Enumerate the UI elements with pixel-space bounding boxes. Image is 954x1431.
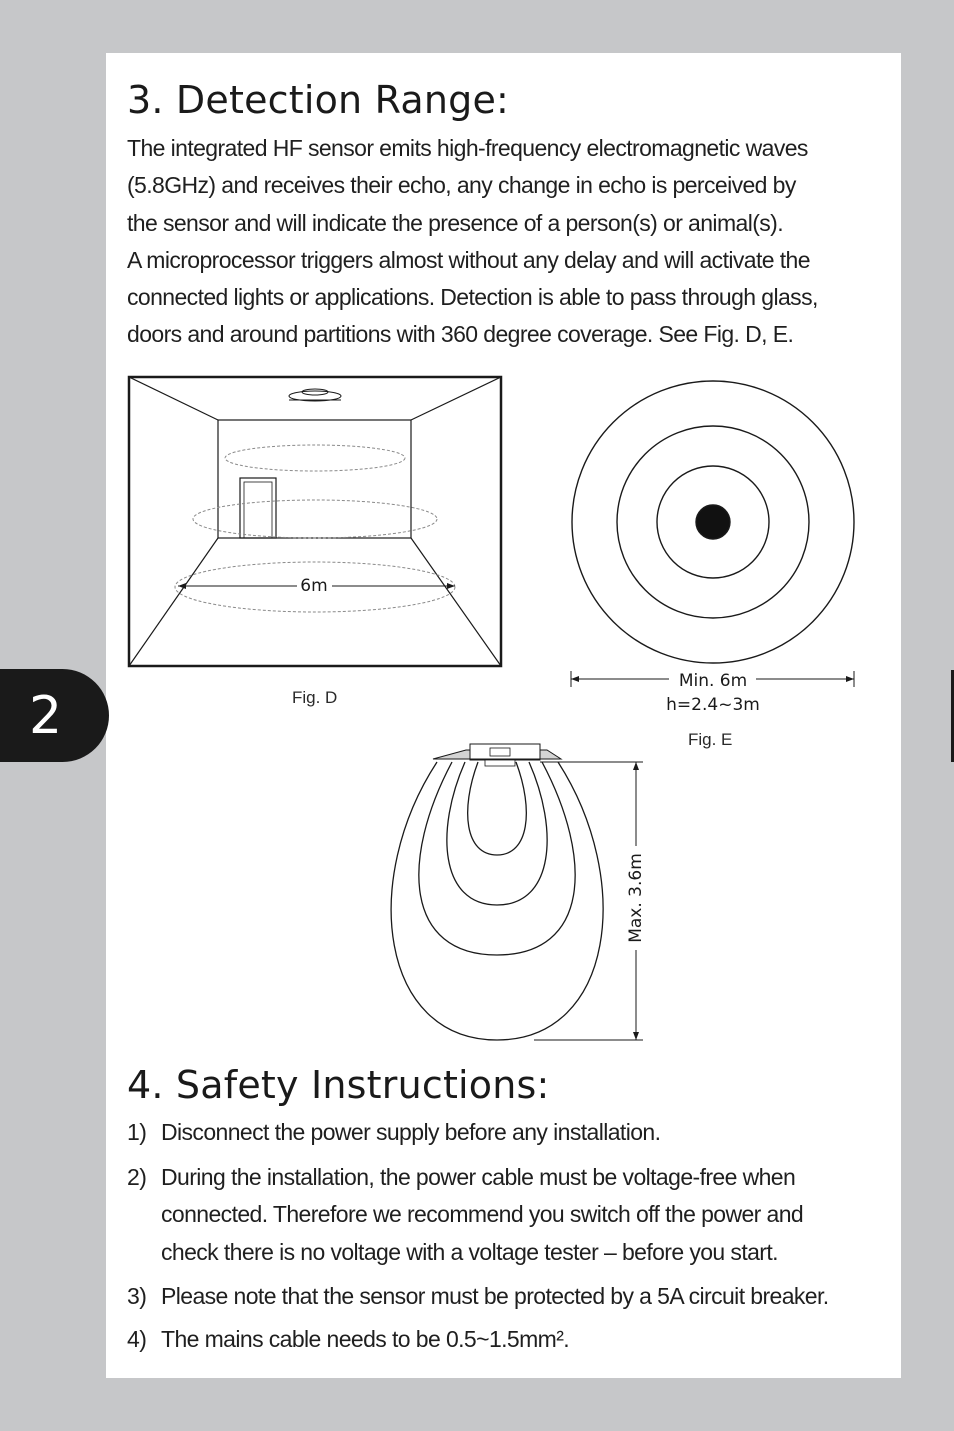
list-line: The mains cable needs to be 0.5~1.5mm².	[161, 1326, 570, 1352]
fig-e-min-label: Min. 6m	[678, 671, 748, 691]
fig-d-width-label: 6m	[300, 576, 328, 596]
page-number: 2	[28, 685, 63, 746]
fig-d-room-diagram	[129, 377, 501, 666]
list-line: Please note that the sensor must be protected by a 5A circuit breaker.	[161, 1283, 829, 1309]
paragraph-line: the sensor and will indicate the presence of a person(s) or animal(s).	[127, 209, 784, 236]
list-number: 3)	[127, 1283, 147, 1309]
ceiling-sensor-icon	[289, 389, 341, 401]
paragraph-line: doors and around partitions with 360 degree coverage. See Fig. D, E.	[127, 321, 794, 348]
fig-e-height-label: h=2.4~3m	[666, 695, 760, 715]
list-number: 4)	[127, 1326, 147, 1352]
fig-e-coverage-diagram	[571, 381, 854, 687]
paragraph-line: The integrated HF sensor emits high-frequency electromagnetic waves	[127, 135, 808, 161]
fig-d-caption: Fig. D	[292, 688, 338, 707]
list-number: 2)	[127, 1164, 147, 1190]
fig-e-caption: Fig. E	[688, 730, 733, 749]
list-line: connected. Therefore we recommend you switch off the power and	[161, 1201, 804, 1228]
safety-instructions-heading: 4. Safety Instructions:	[127, 1063, 550, 1107]
list-line: check there is no voltage with a voltage tester – before you start.	[161, 1238, 778, 1265]
paragraph-line: connected lights or applications. Detection is able to pass through glass,	[127, 284, 818, 311]
sensor-dot-icon	[696, 505, 730, 539]
list-number: 1)	[127, 1119, 147, 1145]
list-line: During the installation, the power cable must be voltage-free when	[161, 1164, 796, 1190]
list-line: Disconnect the power supply before any installation.	[161, 1119, 661, 1145]
paragraph-line: (5.8GHz) and receives their echo, any change in echo is perceived by	[127, 172, 796, 199]
max-height-label: Max. 3.6m	[626, 853, 646, 943]
side-view-detection-diagram	[391, 744, 643, 1040]
paragraph-line: A microprocessor triggers almost without any delay and will activate the	[127, 246, 810, 273]
detection-range-heading: 3. Detection Range:	[127, 78, 510, 122]
